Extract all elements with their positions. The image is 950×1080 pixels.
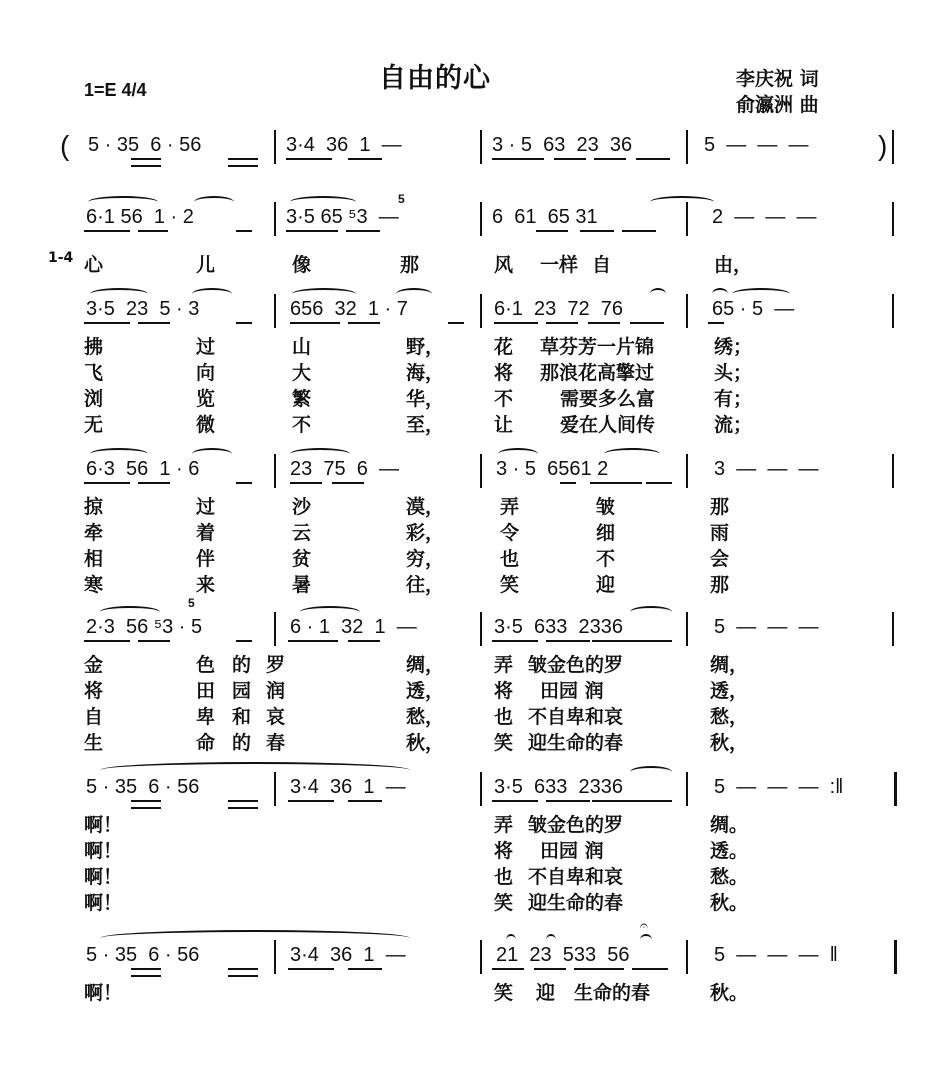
lyric-syllable: 自: [592, 254, 612, 276]
beam-underline: [546, 322, 578, 324]
beam-underline: [288, 968, 334, 970]
lyric-syllable: 生: [84, 732, 104, 754]
system-coda: [60, 918, 900, 1004]
lyric-syllable: 像: [292, 254, 312, 276]
barline: [480, 294, 482, 328]
beam-underline: [492, 800, 538, 802]
beam-underline: [286, 158, 332, 160]
lyric-syllable: 啊！: [84, 892, 123, 914]
barline: [274, 130, 276, 164]
final-barline: [894, 940, 897, 974]
beam-underline: [492, 968, 524, 970]
measure-4: 5 — — — :‖: [714, 776, 844, 798]
lyric-syllable: 爱在人间传: [560, 414, 656, 436]
repeat-end-barline: [894, 772, 897, 806]
lyric-syllable: 飞: [84, 362, 104, 384]
lyric-syllable: 皱: [596, 496, 616, 518]
lyric-syllable: 不自卑和哀: [528, 866, 624, 888]
lyrics: [60, 978, 900, 1004]
system-2: [60, 296, 900, 436]
barline: [892, 454, 894, 488]
beam-underline: [646, 482, 672, 484]
system-1: [48, 192, 900, 276]
beam-underline: [494, 322, 538, 324]
lyric-syllable: 向: [196, 362, 216, 384]
barline: [480, 612, 482, 646]
measure-4: 5 — — —: [714, 616, 819, 638]
lyric-syllable: 的: [232, 654, 252, 676]
measure-1: 6·1 56 1 · 2: [86, 206, 194, 228]
grace-note: 5: [188, 596, 195, 610]
lyric-syllable: 绣；: [714, 336, 753, 358]
lyric-syllable: 迎生命的春: [528, 892, 624, 914]
lyric-syllable: 无: [84, 414, 104, 436]
lyric-syllable: 迎生命的春: [528, 732, 624, 754]
lyric-syllable: 的: [232, 732, 252, 754]
lyric-syllable: 不: [494, 388, 514, 410]
beam-underline: [534, 968, 566, 970]
barline: [686, 294, 688, 328]
fermata-icon: 𝄐: [640, 918, 648, 934]
beam-underline: [288, 640, 338, 642]
lyric-syllable: 往，: [406, 574, 445, 596]
lyric-syllable: 由，: [714, 254, 753, 276]
beam-underline: [286, 230, 338, 232]
lyric-syllable: 浏: [84, 388, 104, 410]
lyric-syllable: 笑: [494, 892, 514, 914]
system-4: [60, 596, 900, 754]
lyric-syllable: 雨: [710, 522, 730, 544]
lyric-syllable: 野，: [406, 336, 445, 358]
beam-underline: [290, 482, 322, 484]
lyric-syllable: 寒: [84, 574, 104, 596]
beam-underline: [346, 230, 380, 232]
lyric-syllable: 彩，: [406, 522, 445, 544]
system-3: [60, 456, 900, 596]
beam-underline: [228, 968, 258, 977]
lyric-line: [60, 570, 900, 596]
staff: [60, 614, 900, 648]
lyric-syllable: 不: [292, 414, 312, 436]
lyric-syllable: 大: [292, 362, 312, 384]
beam-underline: [138, 482, 170, 484]
lyric-syllable: 卑: [196, 706, 216, 728]
beam-underline: [138, 322, 170, 324]
lyric-syllable: 将: [494, 680, 514, 702]
barline: [480, 202, 482, 236]
lyric-syllable: 秋。: [710, 982, 749, 1004]
lyric-syllable: 绸，: [710, 654, 749, 676]
barline: [686, 612, 688, 646]
staff: [60, 456, 900, 490]
beam-underline: [630, 322, 664, 324]
beam-underline: [632, 968, 668, 970]
lyric-syllable: 田园 润: [540, 680, 604, 702]
beam-underline: [236, 482, 252, 484]
lyric-syllable: 着: [196, 522, 216, 544]
lyric-syllable: 皱金色的罗: [528, 814, 624, 836]
barline: [892, 202, 894, 236]
beam-underline: [348, 800, 382, 802]
lyric-syllable: 啊！: [84, 982, 123, 1004]
lyric-line: [60, 332, 900, 358]
barline: [686, 130, 688, 164]
lyric-line: [60, 492, 900, 518]
measure-2: 3·4 36 1 —: [286, 134, 402, 156]
barline: [686, 202, 688, 236]
barline: [480, 130, 482, 164]
barline: [892, 612, 894, 646]
beam-underline: [554, 158, 586, 160]
lyric-syllable: 不: [596, 548, 616, 570]
lyric-line: [60, 358, 900, 384]
beam-underline: [594, 158, 626, 160]
beam-underline: [546, 800, 590, 802]
beam-underline: [84, 640, 130, 642]
lyric-syllable: 那: [710, 574, 730, 596]
lyric-line: [60, 384, 900, 410]
lyric-line: [60, 836, 900, 862]
verse-number: 1-4: [48, 250, 74, 266]
lyric-syllable: 自: [84, 706, 104, 728]
lyric-syllable: 啊！: [84, 866, 123, 888]
lyric-syllable: 秋，: [406, 732, 445, 754]
measure-2: 6 · 1 32 1 —: [290, 616, 417, 638]
staff: [60, 204, 900, 238]
lyric-syllable: 迎: [596, 574, 616, 596]
beam-underline: [448, 322, 464, 324]
barline: [686, 940, 688, 974]
lyric-syllable: 过: [196, 336, 216, 358]
staff: [60, 296, 900, 330]
lyric-syllable: 秋，: [710, 732, 749, 754]
measure-3: 3 · 5 6561 2: [496, 458, 609, 480]
lyric-line: [60, 810, 900, 836]
grace-note: 5: [398, 192, 405, 206]
lyric-line: [60, 702, 900, 728]
lyric-syllable: 愁。: [710, 866, 749, 888]
beam-underline: [84, 482, 130, 484]
lyric-line: [60, 544, 900, 570]
lyricist: 李庆祝 词: [736, 68, 819, 90]
lyric-syllable: 伴: [196, 548, 216, 570]
lyric-syllable: 一样: [540, 254, 579, 276]
lyric-syllable: 花: [494, 336, 514, 358]
lyric-syllable: 相: [84, 548, 104, 570]
lyric-syllable: 哀: [266, 706, 286, 728]
measure-4: 5 — — —: [704, 134, 809, 156]
lyric-syllable: 头；: [714, 362, 753, 384]
barline: [892, 294, 894, 328]
lyric-syllable: 透，: [406, 680, 445, 702]
lyric-syllable: 会: [710, 548, 730, 570]
measure-1: 6·3 56 1 · 6: [86, 458, 200, 480]
measure-4: 5 — — — ‖: [714, 944, 838, 966]
lyric-syllable: 也: [494, 706, 514, 728]
barline: [892, 130, 894, 164]
beam-underline: [332, 482, 364, 484]
beam-underline: [84, 322, 130, 324]
lyric-line: [60, 888, 900, 914]
lyric-line: [60, 676, 900, 702]
beam-underline: [580, 230, 614, 232]
staff: [60, 942, 900, 976]
measure-1: 5 · 35 6 · 56: [86, 944, 200, 966]
beam-underline: [228, 158, 258, 167]
lyric-line: [60, 978, 900, 1004]
beam-underline: [536, 230, 568, 232]
lyric-syllable: 漠，: [406, 496, 445, 518]
beam-underline: [131, 800, 161, 809]
lyric-syllable: 牵: [84, 522, 104, 544]
lyrics: [60, 650, 900, 754]
system-5: [60, 774, 900, 914]
lyric-syllable: 风: [494, 254, 514, 276]
composer: 俞瀛洲 曲: [736, 94, 819, 116]
lyric-syllable: 需要多么富: [560, 388, 656, 410]
lyric-syllable: 皱金色的罗: [528, 654, 624, 676]
lyric-line: [60, 518, 900, 544]
beam-underline: [348, 158, 382, 160]
beam-underline: [588, 322, 620, 324]
beam-underline: [236, 322, 252, 324]
barline: [686, 772, 688, 806]
lyric-syllable: 透，: [710, 680, 749, 702]
lyrics: [48, 250, 900, 276]
beam-underline: [348, 322, 380, 324]
barline: [480, 454, 482, 488]
lyric-syllable: 田园 润: [540, 840, 604, 862]
credits: [736, 66, 819, 118]
measure-3: 3 · 5 63 23 36: [492, 134, 633, 156]
lyric-syllable: 透。: [710, 840, 749, 862]
measure-1: 5 · 35 6 · 56: [86, 776, 200, 798]
measure-2: 3·5 65 ⁵3 —: [286, 206, 399, 228]
lyric-syllable: 细: [596, 522, 616, 544]
beam-underline: [290, 322, 340, 324]
lyric-line: [60, 650, 900, 676]
beam-underline: [622, 230, 656, 232]
barline: [274, 940, 276, 974]
lyric-syllable: 色: [196, 654, 216, 676]
beam-underline: [636, 158, 670, 160]
lyric-syllable: 啊！: [84, 814, 123, 836]
beam-underline: [131, 158, 161, 167]
measure-2: 656 32 1 · 7: [290, 298, 408, 320]
beam-underline: [492, 158, 544, 160]
beam-underline: [348, 640, 380, 642]
staff: [60, 132, 900, 166]
lyric-syllable: 暑: [292, 574, 312, 596]
lyric-syllable: 笑: [500, 574, 520, 596]
lyric-syllable: 华，: [406, 388, 445, 410]
measure-4: 65 · 5 —: [712, 298, 795, 320]
lyric-syllable: 令: [500, 522, 520, 544]
lyric-syllable: 将: [494, 840, 514, 862]
beam-underline: [348, 968, 382, 970]
lyric-syllable: 来: [196, 574, 216, 596]
lyric-line: [60, 862, 900, 888]
lyric-syllable: 将: [494, 362, 514, 384]
lyric-syllable: 生命的春: [574, 982, 651, 1004]
lyric-syllable: 那: [710, 496, 730, 518]
beam-underline: [236, 230, 252, 232]
song-title: 自由的心: [379, 63, 491, 94]
lyric-syllable: 润: [266, 680, 286, 702]
lyric-syllable: 命: [196, 732, 216, 754]
measure-2: 3·4 36 1 —: [290, 944, 406, 966]
lyric-syllable: 将: [84, 680, 104, 702]
measure-3: 6·1 23 72 76: [494, 298, 623, 320]
lyric-syllable: 笑: [494, 732, 514, 754]
lyrics: [60, 332, 900, 436]
lyric-syllable: 田: [196, 680, 216, 702]
lyric-syllable: 也: [494, 866, 514, 888]
lyric-syllable: 春: [266, 732, 286, 754]
lyric-syllable: 海，: [406, 362, 445, 384]
beam-underline: [492, 640, 538, 642]
lyric-syllable: 微: [196, 414, 216, 436]
lyric-syllable: 那浪花高擎过: [540, 362, 655, 384]
lyric-syllable: 至，: [406, 414, 445, 436]
lyric-syllable: 啊！: [84, 840, 123, 862]
lyric-syllable: 秋。: [710, 892, 749, 914]
beam-underline: [131, 968, 161, 977]
lyric-syllable: 不自卑和哀: [528, 706, 624, 728]
lyric-syllable: 心: [84, 254, 104, 276]
beam-underline: [574, 968, 624, 970]
beam-underline: [560, 482, 576, 484]
beam-underline: [228, 800, 258, 809]
measure-4: 3 — — —: [714, 458, 819, 480]
lyric-syllable: 览: [196, 388, 216, 410]
lyric-syllable: 弄: [494, 814, 514, 836]
lyric-syllable: 山: [292, 336, 312, 358]
lyric-syllable: 弄: [494, 654, 514, 676]
lyric-syllable: 罗: [266, 654, 286, 676]
barline: [480, 772, 482, 806]
lyric-syllable: 贫: [292, 548, 312, 570]
measure-3: 6 61 65 31: [492, 206, 598, 228]
lyric-syllable: 也: [500, 548, 520, 570]
beam-underline: [592, 640, 672, 642]
measure-4: 2 — — —: [712, 206, 817, 228]
beam-underline: [236, 640, 252, 642]
close-paren: ): [878, 130, 888, 161]
lyric-syllable: 沙: [292, 496, 312, 518]
lyric-syllable: 那: [400, 254, 420, 276]
lyric-syllable: 园: [232, 680, 252, 702]
beam-underline: [708, 322, 724, 324]
lyric-syllable: 和: [232, 706, 252, 728]
measure-2: 23 75 6 —: [290, 458, 399, 480]
beam-underline: [138, 640, 170, 642]
lyric-syllable: 让: [494, 414, 514, 436]
beam-underline: [288, 800, 334, 802]
lyrics: [60, 492, 900, 596]
barline: [480, 940, 482, 974]
beam-underline: [138, 230, 168, 232]
lyric-syllable: 穷，: [406, 548, 445, 570]
lyric-syllable: 过: [196, 496, 216, 518]
lyric-syllable: 迎: [536, 982, 556, 1004]
lyric-syllable: 拂: [84, 336, 104, 358]
lyric-syllable: 绸，: [406, 654, 445, 676]
system-intro: [60, 132, 900, 166]
lyric-syllable: 流；: [714, 414, 753, 436]
lyric-syllable: 儿: [196, 254, 216, 276]
barline: [274, 202, 276, 236]
barline: [274, 772, 276, 806]
lyric-syllable: 笑: [494, 982, 514, 1004]
measure-1: 5 · 35 6 · 56: [88, 134, 202, 156]
barline: [274, 454, 276, 488]
measure-3: 3·5 633 2336: [494, 616, 623, 638]
lyric-syllable: 繁: [292, 388, 312, 410]
lyric-syllable: 金: [84, 654, 104, 676]
beam-underline: [590, 482, 642, 484]
lyric-line: [60, 728, 900, 754]
measure-3: 21 23 533 56: [496, 944, 630, 966]
beam-underline: [592, 800, 672, 802]
barline: [686, 454, 688, 488]
staff: [60, 774, 900, 808]
lyrics: [60, 810, 900, 914]
open-paren: (: [60, 130, 70, 161]
lyric-syllable: 有；: [714, 388, 753, 410]
measure-2: 3·4 36 1 —: [290, 776, 406, 798]
lyric-syllable: 愁，: [406, 706, 445, 728]
lyric-syllable: 弄: [500, 496, 520, 518]
lyric-syllable: 掠: [84, 496, 104, 518]
lyric-line: [48, 250, 900, 276]
lyric-syllable: 愁，: [710, 706, 749, 728]
beam-underline: [84, 230, 130, 232]
measure-1: 3·5 23 5 · 3: [86, 298, 200, 320]
barline: [274, 612, 276, 646]
barline: [274, 294, 276, 328]
lyric-syllable: 绸。: [710, 814, 749, 836]
beam-underline: [546, 640, 590, 642]
lyric-line: [60, 410, 900, 436]
lyric-syllable: 云: [292, 522, 312, 544]
lyric-syllable: 草芬芳一片锦: [540, 336, 655, 358]
measure-1: 2·3 56 ⁵3 · 5: [86, 616, 203, 638]
key-signature: 1=E 4/4: [84, 80, 147, 100]
measure-3: 3·5 633 2336: [494, 776, 623, 798]
